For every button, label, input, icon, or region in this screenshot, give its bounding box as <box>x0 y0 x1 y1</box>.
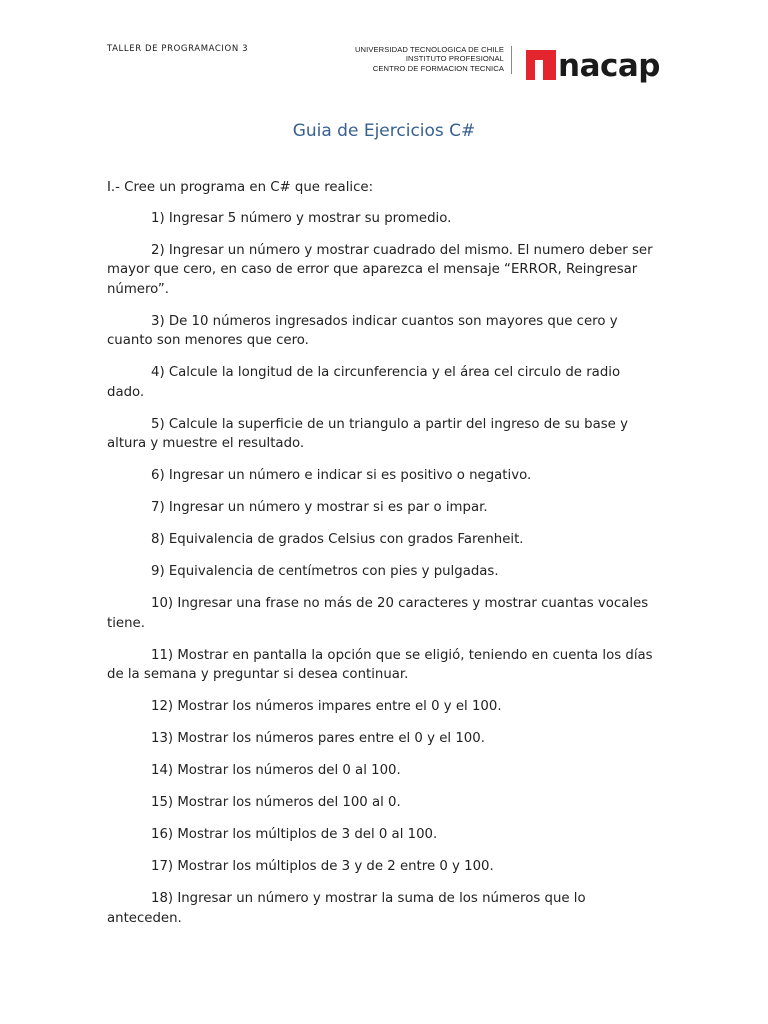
exercise-item: 1) Ingresar 5 número y mostrar su promedio. <box>151 210 452 226</box>
exercise-item: 14) Mostrar los números del 0 al 100. <box>151 763 401 778</box>
header-divider <box>511 46 512 74</box>
exercise-item: 11) Mostrar en pantalla la opción que se eligió, teniendo en cuenta los días de la semana y preguntar si desea continuar. <box>107 647 653 682</box>
course-header: TALLER DE PROGRAMACION 3 <box>107 44 249 54</box>
exercise-list <box>107 178 655 941</box>
exercise-item: 8) Equivalencia de grados Celsius con grados Farenheit. <box>151 532 524 547</box>
logo-wordmark: nacap <box>558 48 660 84</box>
exercise-item: 18) Ingresar un número y mostrar la suma de los números que lo anteceden. <box>107 891 586 926</box>
document-title: Guia de Ejercicios C# <box>292 121 476 141</box>
exercise-item: 9) Equivalencia de centímetros con pies y pulgadas. <box>151 564 499 579</box>
institution-line: UNIVERSIDAD TECNOLOGICA DE CHILE <box>354 45 504 54</box>
exercise-item: 16) Mostrar los múltiplos de 3 del 0 al 100. <box>151 827 438 842</box>
exercise-item: 6) Ingresar un número e indicar si es positivo o negativo. <box>151 468 532 483</box>
exercise-item: 2) Ingresar un número y mostrar cuadrado del mismo. El numero deber ser mayor que cero, en caso de error que aparezca el mensaje “ERROR, Reingresar número”. <box>107 242 653 297</box>
institution-line: INSTITUTO PROFESIONAL <box>405 54 504 64</box>
intro-text: I.- Cree un programa en C# que realice: <box>107 180 374 195</box>
exercise-item: 13) Mostrar los números pares entre el 0 y el 100. <box>151 731 485 746</box>
exercise-item: 17) Mostrar los múltiplos de 3 y de 2 entre 0 y 100. <box>151 859 494 874</box>
exercise-item: 4) Calcule la longitud de la circunferencia y el área cel circulo de radio dado. <box>107 365 621 400</box>
inacap-logo <box>526 46 660 82</box>
exercise-item: 5) Calcule la superficie de un triangulo a partir del ingreso de su base y altura y muestre el resultado. <box>107 416 628 451</box>
exercise-item: 3) De 10 números ingresados indicar cuantos son mayores que cero y cuanto son menores que cero. <box>107 313 618 348</box>
exercise-item: 15) Mostrar los números del 100 al 0. <box>151 795 401 810</box>
exercise-item: 10) Ingresar una frase no más de 20 caracteres y mostrar cuantas vocales tiene. <box>107 596 649 631</box>
institution-line: CENTRO DE FORMACION TECNICA <box>372 63 504 73</box>
exercise-item: 7) Ingresar un número y mostrar si es par o impar. <box>151 500 488 515</box>
exercise-item: 12) Mostrar los números impares entre el 0 y el 100. <box>151 699 502 714</box>
inacap-logo-mark-icon <box>526 50 556 80</box>
institution-name <box>355 45 504 73</box>
